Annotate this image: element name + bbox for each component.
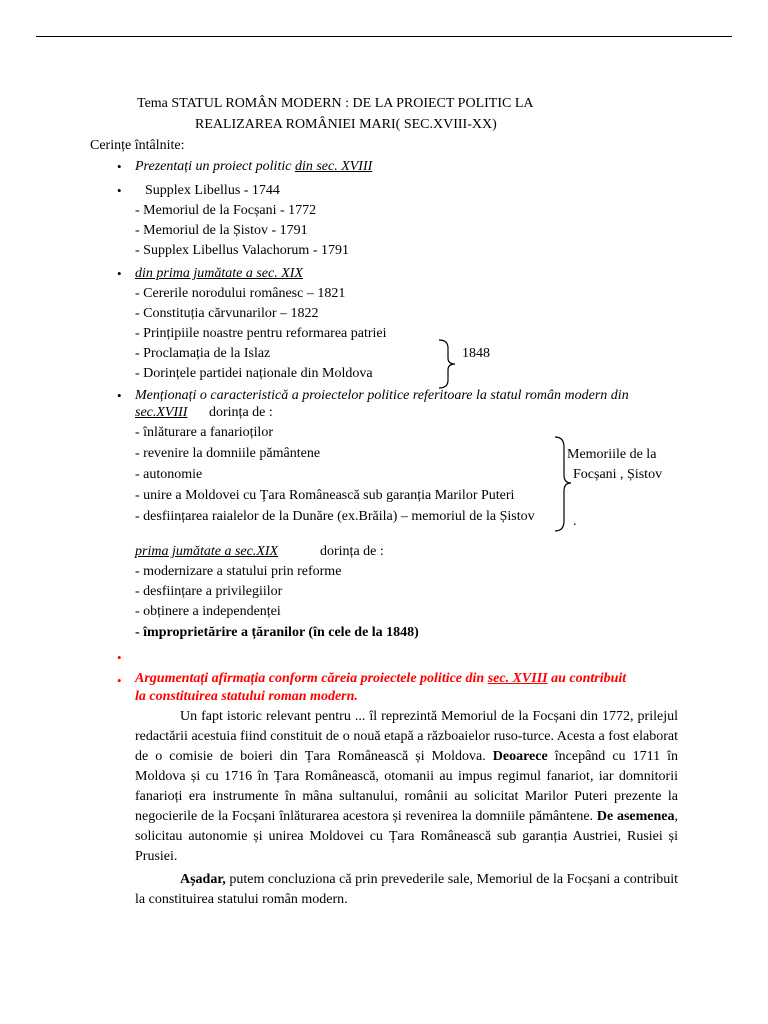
list-item: - unire a Moldovei cu Țara Românească sub garanția Marilor Puteri [135, 488, 515, 503]
top-rule [36, 36, 732, 37]
list-item: - Supplex Libellus Valachorum - 1791 [135, 243, 349, 258]
requirement-4-dorinta: dorința de : [209, 405, 273, 420]
right-curly-brace-icon [436, 338, 458, 390]
list-item: - Memoriul de la Șistov - 1791 [135, 223, 308, 238]
list-item: - desființare a privilegiilor [135, 584, 283, 599]
list-item: - desființarea raialelor de la Dunăre (ex.Brăila) – memoriul de la Șistov [135, 509, 535, 524]
requirement-1-underlined: din sec. XVIII [294, 159, 373, 174]
dot-mark: . [573, 514, 577, 529]
paragraph-bold: De asemenea [596, 809, 675, 824]
list-item: - modernizare a statului prin reforme [135, 564, 342, 579]
title-line-2: REALIZAREA ROMÂNIEI MARI( SEC.XVIII-XX) [195, 117, 497, 132]
argument-paragraph [135, 707, 678, 867]
list-item: - autonomie [135, 467, 203, 482]
requirement-6-underlined: sec. XVIII [487, 671, 548, 686]
paragraph-bold: Deoarece [492, 749, 548, 764]
list-item-bold: - împroprietărire a țăranilor (în cele de la 1848) [135, 625, 419, 640]
requirement-6-line-1 [135, 669, 626, 689]
bullet-icon: • [117, 650, 122, 665]
list-item: Supplex Libellus - 1744 [145, 183, 280, 198]
requirements-label: Cerințe întâlnite: [90, 138, 185, 153]
bracket-label-memoriile: Memoriile de la [567, 447, 657, 462]
conclusion-paragraph [135, 870, 678, 910]
paragraph-bold: Așadar, [180, 872, 226, 887]
list-item: - Prințipiile noastre pentru reformarea patriei [135, 326, 387, 341]
paragraph-text: începând cu 1711 în Moldova și cu 1716 în Țara Românească, otomanii au impus regimul fanariot, iar domnitorii fanarioți era instrumente în mâna sultanului, românii au solicitat Marilor Puteri prezente la negocierile de la Focșani înlăturarea acestora și revenirea la domniile pământene. [135, 749, 679, 824]
list-item: - Memoriul de la Focșani - 1772 [135, 203, 317, 218]
bracket-label-focsani-sistov: Focșani , Șistov [573, 467, 663, 482]
title-line-1: Tema STATUL ROMÂN MODERN : DE LA PROIECT POLITIC LA [137, 96, 534, 111]
section-heading-xix: din prima jumătate a sec. XIX [135, 266, 303, 281]
list-item: - înlăturare a fanarioților [135, 425, 273, 440]
paragraph-text: , solicitau autonomie și unirea Moldovei cu Țara Românească sub garanția Austriei, Rusiei și Prusiei. [135, 809, 678, 864]
list-item: - Constituția cărvunarilor – 1822 [135, 306, 319, 321]
requirement-6-line-2: la constituirea statului roman modern. [135, 689, 358, 704]
list-item: - revenire la domniile pământene [135, 446, 321, 461]
bullet-icon: • [117, 673, 122, 688]
requirement-4-line-1: Menționați o caracteristică a proiectelor politice referitoare la statul român modern din [135, 388, 629, 403]
requirement-4-underlined: sec.XVIII [135, 405, 188, 420]
list-item: - Cererile norodului românesc – 1821 [135, 286, 346, 301]
list-item: - Proclamația de la Islaz [135, 346, 271, 361]
paragraph-text: Un fapt istoric relevant pentru ... îl reprezintă Memoriul de la Focșani din 1772, prilejul redactării acestuia fiind constituit de o nouă etapă a războaielor ruso-turce. Acesta a fost elaborat de o comisie de boieri din Țara Românească și Moldova. [135, 709, 678, 764]
list-item: - obținere a independenței [135, 604, 281, 619]
sub-heading-dorinta: dorința de : [320, 544, 384, 559]
requirement-6-text-end: au contribuit [547, 671, 627, 686]
bracket-label-1848: 1848 [462, 346, 490, 361]
sub-heading-xix: prima jumătate a sec.XIX [135, 544, 279, 559]
paragraph-text: putem concluziona că prin prevederile sale, Memoriul de la Focșani a contribuit la constituirea statului român modern. [135, 872, 678, 907]
list-item: - Dorințele partidei naționale din Moldova [135, 366, 373, 381]
bullet-icon: • [117, 388, 122, 403]
bullet-icon: • [117, 183, 122, 198]
bullet-icon: • [117, 266, 122, 281]
requirement-1-text: Prezentați un proiect politic [135, 159, 295, 174]
requirement-6-text: Argumentați afirmația conform căreia proiectele politice din [135, 671, 488, 686]
requirement-1 [135, 157, 372, 177]
bullet-icon: • [117, 159, 122, 174]
